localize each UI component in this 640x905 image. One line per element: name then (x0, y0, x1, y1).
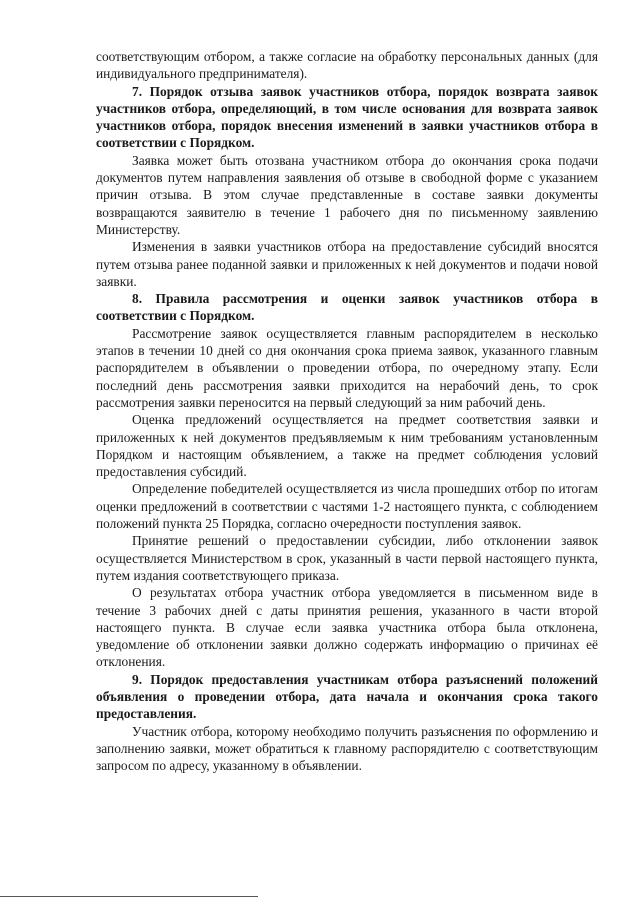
paragraph-changes: Изменения в заявки участников отбора на предоставление субсидий вносятся путем отзыва ранее поданной заявки и приложенных к ней документов и подачи новой заявки. (96, 239, 598, 289)
section-9-heading: 9. Порядок предоставления участникам отбора разъяснений положений объявления о проведении отбора, дата начала и окончания срока такого предоставления. (96, 671, 598, 722)
paragraph-notification: О результатах отбора участник отбора уведомляется в письменном виде в течение 3 рабочих дней с даты принятия решения, указанного в части второй настоящего пункта. В случае если заявка участника отбора была отклонена, уведомление об отклонении заявки должно содержать информацию о причинах её отклонения. (96, 585, 598, 670)
section-8-heading: 8. Правила рассмотрения и оценки заявок участников отбора в соответствии с Порядком. (96, 291, 598, 324)
paragraph-clarification: Участник отбора, которому необходимо получить разъяснения по оформлению и заполнению заявки, может обратиться к главному распорядителю с соответствующим запросом по адресу, указанному в объявлении. (96, 723, 598, 774)
paragraph-decision: Принятие решений о предоставлении субсидии, либо отклонении заявок осуществляется Министерством в срок, указанный в части первой настоящего пункта, путем издания соответствующего приказа. (96, 533, 598, 583)
paragraph-consent-continuation: соответствующим отбором, а также согласие на обработку персональных данных (для индивидуального предпринимателя). (96, 49, 598, 82)
section-7-heading: 7. Порядок отзыва заявок участников отбора, порядок возврата заявок участников отбора, определяющий, в том числе основания для возврата заявок участников отбора, порядок внесения изменений в заявки участников отбора в соответствии с Порядком. (96, 83, 598, 151)
paragraph-winners: Определение победителей осуществляется из числа прошедших отбор по итогам оценки предложений в соответствии с частями 1-2 настоящего пункта, с соблюдением положений пункта 25 Порядка, согласно очередности поступления заявок. (96, 481, 598, 532)
document-body (96, 48, 598, 774)
paragraph-evaluation: Оценка предложений осуществляется на предмет соответствия заявки и приложенных к ней документов предъявляемым к ним требованиям установленным Порядком и настоящим объявлением, а также на предмет соблюдения условий предоставления субсидий. (96, 412, 598, 480)
paragraph-review: Рассмотрение заявок осуществляется главным распорядителем в несколько этапов в течении 10 дней со дня окончания срока приема заявок, указанного главным распорядителем в объявлении о проведении отбора, по очередному этапу. Если последний день рассмотрения заявки приходится на нерабочий день, то срок рассмотрения заявки переносится на первый следующий за ним рабочий день. (96, 325, 598, 410)
paragraph-withdrawal: Заявка может быть отозвана участником отбора до окончания срока подачи документов путем направления заявления об отзыве в свободной форме с указанием причин отзыва. В этом случае представленные в составе заявки документы возвращаются заявителю в течение 1 рабочего дня по письменному заявлению Министерству. (96, 152, 598, 237)
footnote-separator (0, 896, 258, 897)
